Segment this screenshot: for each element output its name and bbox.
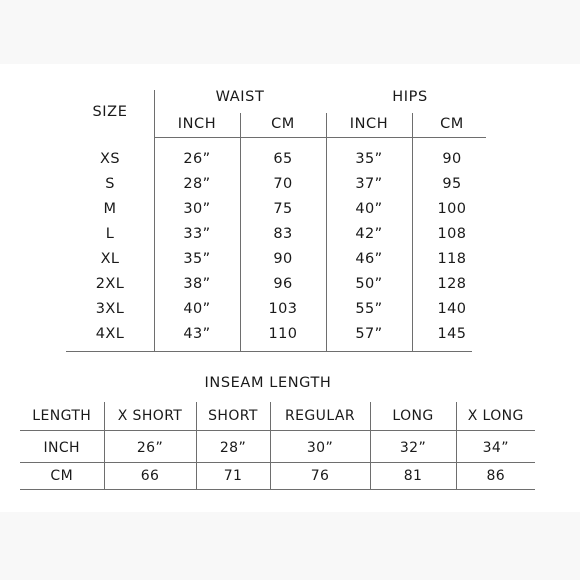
waist-cm-cell: 83	[273, 226, 293, 242]
inseam-cell: 66	[104, 463, 196, 490]
size-cell: 2XL	[95, 276, 125, 292]
inseam-header-length: LENGTH	[20, 402, 104, 431]
inseam-header-regular: REGULAR	[270, 402, 370, 431]
size-cell: S	[105, 176, 115, 192]
hips-cm-cell: 108	[437, 226, 467, 242]
waist-inch-cell: 38”	[183, 276, 211, 292]
size-cell: XS	[100, 151, 120, 167]
hips-header: HIPS	[392, 89, 428, 105]
inseam-row-label: INCH	[20, 431, 104, 463]
hips-cm-cell: 90	[442, 151, 462, 167]
waist-inch-cell: 33”	[183, 226, 211, 242]
waist-inch-cell: 28”	[183, 176, 211, 192]
hips-inch-cell: 35”	[355, 151, 383, 167]
hips-cm-header: CM	[440, 116, 464, 132]
inseam-row-inch	[20, 431, 535, 463]
waist-inch-cell: 40”	[183, 301, 211, 317]
waist-cm-header: CM	[271, 116, 295, 132]
hips-cm-cell: 95	[442, 176, 462, 192]
size-header: SIZE	[92, 104, 128, 120]
hips-inch-cell: 57”	[355, 326, 383, 342]
waist-inch-header: INCH	[177, 116, 217, 132]
hips-cm-cell: 100	[437, 201, 467, 217]
inseam-cell: 28”	[196, 431, 270, 463]
inseam-header-x-long: X LONG	[456, 402, 535, 431]
inseam-title: INSEAM LENGTH	[204, 375, 332, 391]
size-cell: L	[105, 226, 115, 242]
waist-inch-cell: 35”	[183, 251, 211, 267]
waist-inch-cell: 30”	[183, 201, 211, 217]
waist-cm-cell: 96	[273, 276, 293, 292]
waist-inch-cell: 26”	[183, 151, 211, 167]
inseam-cell: 81	[370, 463, 456, 490]
inseam-cell: 26”	[104, 431, 196, 463]
hips-inch-header: INCH	[349, 116, 389, 132]
inseam-cell: 30”	[270, 431, 370, 463]
waist-cm-cell: 65	[273, 151, 293, 167]
size-cell: 4XL	[95, 326, 125, 342]
hips-cm-cell: 145	[437, 326, 467, 342]
waist-cm-cell: 103	[268, 301, 298, 317]
inseam-row-cm	[20, 463, 535, 490]
inseam-cell: 34”	[456, 431, 535, 463]
hips-cm-cell: 118	[437, 251, 467, 267]
hips-inch-cell: 55”	[355, 301, 383, 317]
inseam-table	[20, 402, 535, 490]
size-chart-divider	[154, 137, 486, 138]
inseam-header-long: LONG	[370, 402, 456, 431]
size-chart-divider	[66, 351, 472, 352]
inseam-cell: 32”	[370, 431, 456, 463]
inseam-cell: 86	[456, 463, 535, 490]
waist-cm-cell: 110	[268, 326, 298, 342]
hips-inch-cell: 42”	[355, 226, 383, 242]
hips-inch-cell: 40”	[355, 201, 383, 217]
waist-cm-cell: 70	[273, 176, 293, 192]
inseam-header-x-short: X SHORT	[104, 402, 196, 431]
hips-cm-cell: 128	[437, 276, 467, 292]
hips-inch-cell: 37”	[355, 176, 383, 192]
inseam-row-label: CM	[20, 463, 104, 490]
hips-inch-cell: 50”	[355, 276, 383, 292]
hips-cm-cell: 140	[437, 301, 467, 317]
size-cell: 3XL	[95, 301, 125, 317]
size-cell: XL	[100, 251, 120, 267]
waist-cm-cell: 90	[273, 251, 293, 267]
inseam-cell: 71	[196, 463, 270, 490]
waist-inch-cell: 43”	[183, 326, 211, 342]
inseam-header-row	[20, 402, 535, 431]
waist-header: WAIST	[215, 89, 265, 105]
bottom-image-band	[0, 512, 580, 580]
inseam-cell: 76	[270, 463, 370, 490]
size-cell: M	[103, 201, 117, 217]
hips-inch-cell: 46”	[355, 251, 383, 267]
waist-cm-cell: 75	[273, 201, 293, 217]
inseam-header-short: SHORT	[196, 402, 270, 431]
